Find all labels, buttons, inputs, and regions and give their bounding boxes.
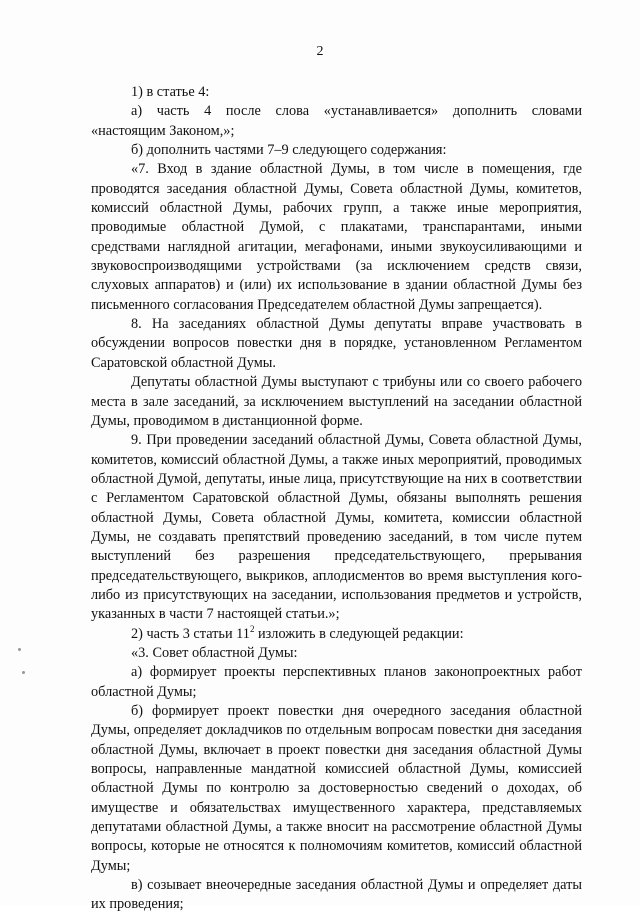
paragraph: 1) в статье 4: bbox=[131, 84, 210, 100]
paragraph: а) часть 4 после слова «устанавливается» дополнить словами «настоящим Законом,»; bbox=[91, 103, 582, 139]
paragraph: б) дополнить частями 7–9 следующего содержания: bbox=[131, 142, 447, 159]
paragraph: 8. На заседаниях областной Думы депутаты вправе участвовать в обсуждении вопросов повестки дня в порядке, установленном Регламентом Саратовской областной Думы. bbox=[91, 316, 582, 371]
paragraph: в) созывает внеочередные заседания областной Думы и определяет даты их проведения; bbox=[91, 877, 582, 913]
paragraph: «3. Совет областной Думы: bbox=[131, 644, 298, 661]
amendment-prefix: 2) часть 3 статьи 11 bbox=[131, 625, 250, 642]
paragraph: а) формирует проекты перспективных планов законопроектных работ областной Думы; bbox=[91, 664, 582, 700]
page-number: 2 bbox=[316, 44, 324, 59]
superscript-index: 2 bbox=[249, 623, 255, 634]
paragraph: б) формирует проект повестки дня очередного заседания областной Думы, определяет докладчиков по отдельным вопросам повестки дня заседания областной Думы, включает в проект повестки дня заседания областной Думы вопросы, направленные мандатной комиссией областной Думы, комиссией областной Думы по контролю за достоверностью сведений о доходах, об имуществе и обязательствах имущественного характера, представляемых депутатами областной Думы, а также вносит на рассмотрение областной Думы вопросы, которые не относятся к полномочиям комитетов, комиссий областной Думы; bbox=[91, 703, 582, 874]
document-body bbox=[91, 80, 582, 915]
paragraph: 9. При проведении заседаний областной Думы, Совета областной Думы, комитетов, комиссий областной Думы, а также иных мероприятий, проводимых областной Думой, депутаты, иные лица, присутствующие на них в соответствии с Регламентом Саратовской областной Думы, обязаны выполнять решения областной Думы, Совета областной Думы, комитета, комиссии областной Думы, не создавать препятствий проведению заседаний, в том числе путем выступлений без разрешения председательствующего, прерывания председательствующего, выкриков, аплодисментов во время выступления кого-либо из присутствующих на заседании, использования предметов и устройств, указанных в части 7 настоящей статьи.»; bbox=[91, 432, 582, 623]
paragraph: «7. Вход в здание областной Думы, в том числе в помещения, где проводятся заседания областной Думы, Совета областной Думы, комитетов, комиссий областной Думы, рабочих групп, а также иные мероприятия, проводимые областной Думой, с плакатами, транспарантами, иными средствами наглядной агитации, мегафонами, иными звукоусиливающими и звуковоспроизводящими устройствами (за исключением средств связи, слуховых аппаратов) и (или) их использование в здании областной Думы без письменного согласования Председателем областной Думы запрещается). bbox=[91, 161, 582, 313]
scan-artifact bbox=[18, 648, 21, 651]
amendment-suffix: изложить в следующей редакции: bbox=[254, 625, 464, 642]
paragraph: Депутаты областной Думы выступают с трибуны или со своего рабочего места в зале заседаний, за исключением выступлений на заседании областной Думы, проводимом в дистанционной форме. bbox=[91, 374, 582, 429]
paragraph-article-amendment bbox=[91, 625, 582, 644]
scan-artifact bbox=[22, 671, 25, 674]
